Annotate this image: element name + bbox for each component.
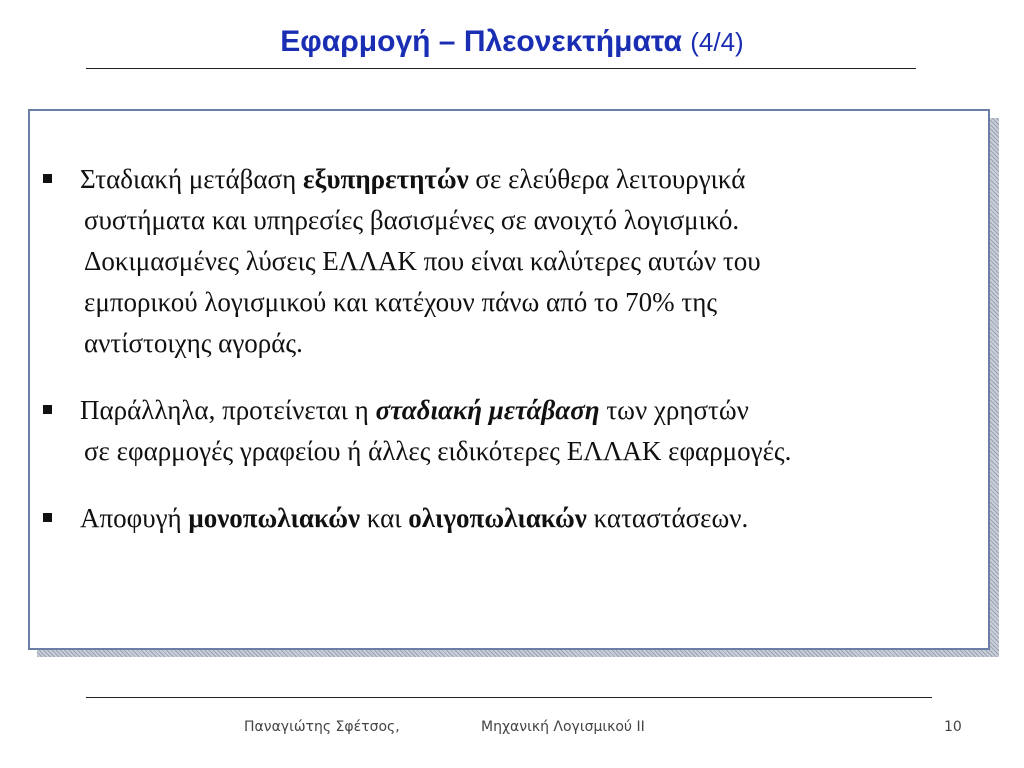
- bold-italic-text: σταδιακή μετάβαση: [375, 395, 600, 425]
- bullet-item: [30, 390, 988, 472]
- footer-author: Παναγιώτης Σφέτσος,: [244, 719, 400, 735]
- bullet-line: [80, 390, 988, 431]
- bold-text: μονοπωλιακών: [188, 503, 361, 533]
- bullet-line: Δοκιμασμένες λύσεις ΕΛΛΑΚ που είναι καλύτερες αυτών του: [84, 246, 761, 276]
- slide-title-text: Εφαρμογή – Πλεονεκτήματα: [280, 25, 682, 58]
- footer-course: Μηχανική Λογισμικού ΙΙ: [481, 719, 645, 735]
- square-bullet-icon: [43, 174, 52, 183]
- content-box: [28, 109, 990, 650]
- title-divider: [86, 68, 916, 69]
- text-run: Αποφυγή: [80, 503, 189, 533]
- bold-text: εξυπηρετητών: [302, 164, 469, 194]
- bullet-list: [30, 159, 988, 565]
- page-number: 10: [944, 719, 962, 735]
- bullet-line: εμπορικού λογισμικού και κατέχουν πάνω από το 70% της: [84, 287, 718, 317]
- bullet-line: σε εφαρμογές γραφείου ή άλλες ειδικότερες ΕΛΛΑΚ εφαρμογές.: [84, 436, 792, 466]
- text-run: καταστάσεων.: [586, 503, 749, 533]
- text-run: Σταδιακή μετάβαση: [80, 164, 303, 194]
- bullet-line: αντίστοιχης αγοράς.: [84, 328, 303, 358]
- bold-text: ολιγοπωλιακών: [408, 503, 587, 533]
- text-run: σε ελεύθερα λειτουργικά: [468, 164, 746, 194]
- bullet-item: [30, 159, 988, 364]
- slide-title: [0, 22, 1024, 62]
- text-run: των χρηστών: [599, 395, 749, 425]
- bullet-line: [80, 159, 988, 200]
- text-run: και: [360, 503, 409, 533]
- square-bullet-icon: [43, 405, 52, 414]
- square-bullet-icon: [43, 513, 52, 522]
- bullet-line: συστήματα και υπηρεσίες βασισμένες σε ανοιχτό λογισμικό.: [84, 205, 740, 235]
- bullet-item: [30, 498, 988, 539]
- bullet-line: [80, 498, 988, 539]
- footer-divider: [86, 697, 932, 698]
- slide-title-number: (4/4): [690, 27, 744, 57]
- text-run: Παράλληλα, προτείνεται η: [80, 395, 376, 425]
